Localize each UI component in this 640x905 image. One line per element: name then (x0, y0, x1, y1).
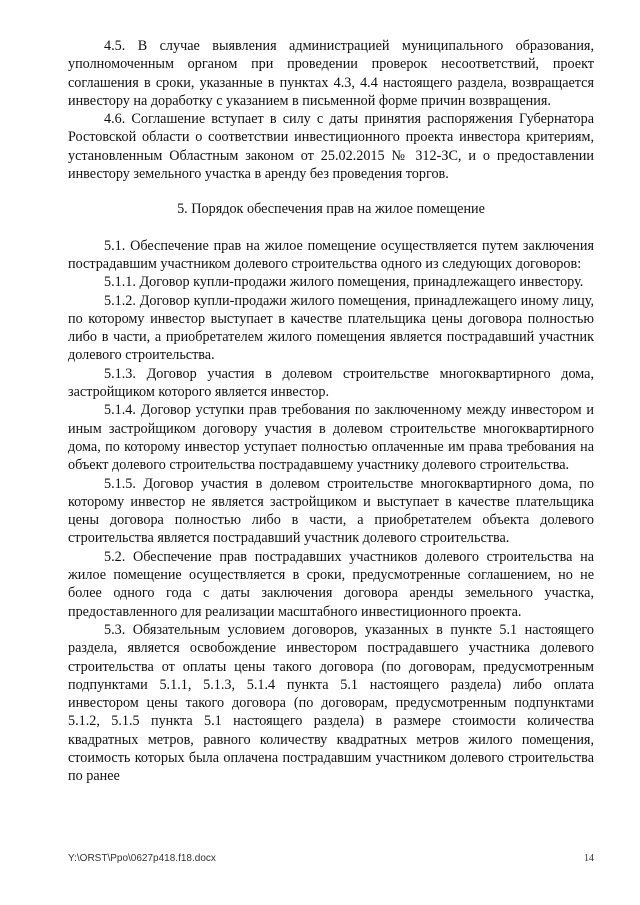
section-heading: 5. Порядок обеспечения прав на жилое помещение (177, 201, 485, 218)
footer-file-path: Y:\ORST\Ppo\0627p418.f18.docx (68, 853, 216, 864)
paragraph-5-1: 5.1. Обеспечение прав на жилое помещение осуществляется путем заключения пострадавшим участником долевого строительства одного из следующих договоров: (68, 237, 594, 272)
paragraph-5-1-1: 5.1.1. Договор купли-продажи жилого помещения, принадлежащего инвестору. (104, 274, 584, 291)
paragraph-5-1-2: 5.1.2. Договор купли-продажи жилого помещения, принадлежащего иному лицу, по которому инвестор выступает в качестве плательщика цены договора полностью либо в части, а приобретателем жилого помещения является пострадавший участник долевого строительства. (68, 292, 594, 364)
paragraph-4-5: 4.5. В случае выявления администрацией муниципального образования, уполномоченным органом при проведении проверок несоответствий, проект соглашения в сроки, указанные в пунктах 4.3, 4.4 настоящего раздела, возвращается инвестору на доработку с указанием в письменной форме причин возвращения. (68, 38, 594, 109)
footer-page-number: 14 (584, 853, 594, 864)
document-body (68, 37, 594, 786)
paragraph-5-2: 5.2. Обеспечение прав пострадавших участников долевого строительства на жилое помещение осуществляется в сроки, предусмотренные соглашением, но не более одного года с даты заключения договора аренды земельного участка, предоставленного для реализации масштабного инвестиционного проекта. (68, 548, 594, 620)
paragraph-5-1-3: 5.1.3. Договор участия в долевом строительстве многоквартирного дома, застройщиком которого является инвестор. (68, 365, 594, 401)
paragraph-5-1-5: 5.1.5. Договор участия в долевом строительстве многоквартирного дома, по которому инвестор не является застройщиком и выступает в качестве плательщика цены договора полностью либо в части, а приобретателем объекта долевого строительства является пострадавший участник долевого строительства. (68, 475, 594, 547)
paragraph-4-6: 4.6. Соглашение вступает в силу с даты принятия распоряжения Губернатора Ростовской области о соответствии инвестиционного проекта инвестора критериям, установленным Областным законом от 25.02.2015 № 312-ЗС, и о предоставлении инвестору земельного участка в аренду без проведения торгов. (68, 111, 594, 183)
paragraph-5-1-4: 5.1.4. Договор уступки прав требования по заключенному между инвестором и иным застройщиком договору участия в долевом строительстве многоквартирного дома, по которому инвестор уступает полностью оплаченные им права требования на объект долевого строительства пострадавшему участнику долевого строительства. (68, 402, 594, 474)
paragraph-5-3: 5.3. Обязательным условием договоров, указанных в пункте 5.1 настоящего раздела, является освобождение инвестором пострадавшего участника долевого строительства от оплаты цены такого договора (по договорам, предусмотренным подпунктами 5.1.1, 5.1.3, 5.1.4 пункта 5.1 настоящего раздела) либо оплата инвестором цены такого договора (по договорам, предусмотренным подпунктами 5.1.2, 5.1.5 пункта 5.1 настоящего раздела) в размере стоимости количества квадратных метров, равного количеству квадратных метров жилого помещения, стоимость которых была оплачена пострадавшим участником долевого строительства по ранее (68, 621, 594, 785)
